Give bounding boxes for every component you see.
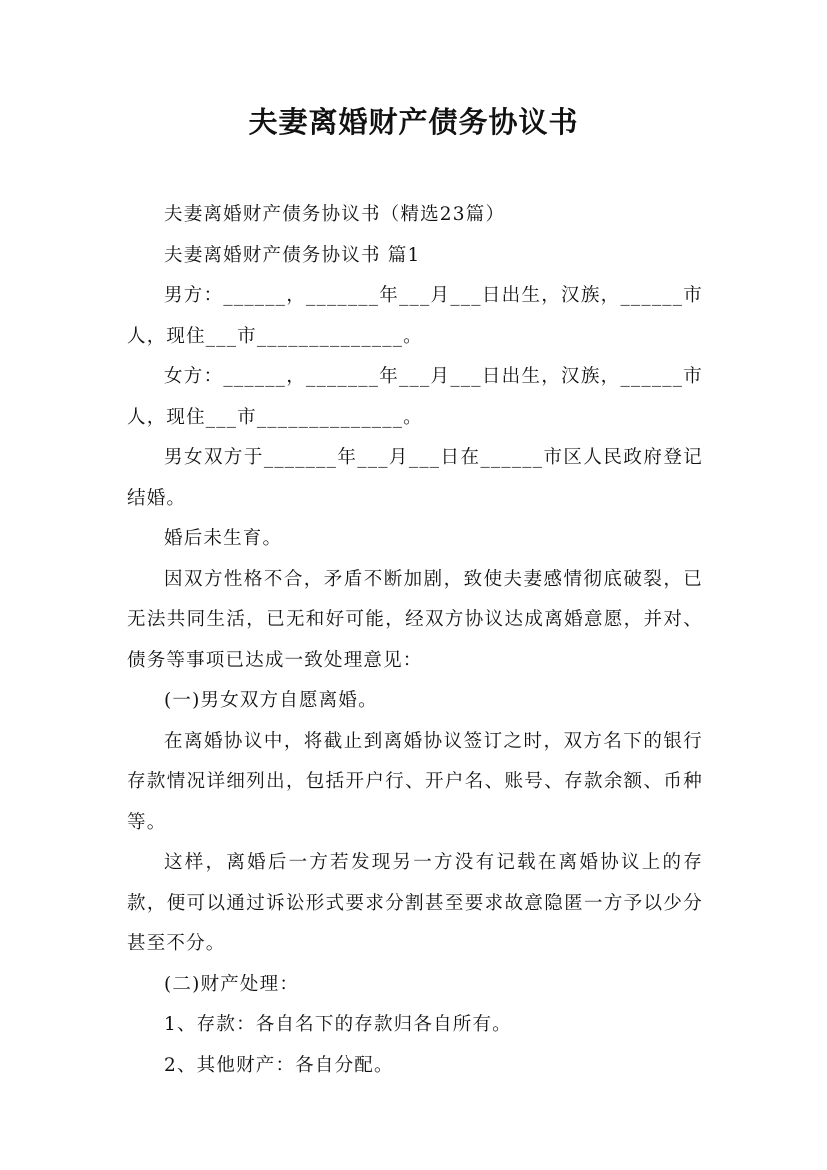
paragraph-wife-info: 女方：______，_______年___月___日出生，汉族，______市人，现住___市______________。 bbox=[127, 366, 703, 428]
paragraph-deposits-rule: 1、存款：各自名下的存款归各自所有。 bbox=[164, 1014, 512, 1035]
paragraph-marriage-registration: 男女双方于_______年___月___日在______市区人民政府登记结婚。 bbox=[127, 447, 703, 509]
paragraph-divorce-reason: 因双方性格不合，矛盾不断加剧，致使夫妻感情彻底破裂，已无法共同生活，已无和好可能，经双方协议达成离婚意愿，并对、债务等事项已达成一致处理意见： bbox=[127, 568, 703, 671]
paragraph-bank-deposits: 在离婚协议中，将截止到离婚协议签订之时，双方名下的银行存款情况详细列出，包括开户行、开户名、账号、存款余额、币种等。 bbox=[127, 730, 703, 833]
paragraph-section-heading: 夫妻离婚财产债务协议书 篇1 bbox=[164, 244, 421, 266]
document-title: 夫妻离婚财产债务协议书 bbox=[248, 105, 579, 139]
document-body bbox=[127, 195, 703, 1086]
paragraph-no-children: 婚后未生育。 bbox=[164, 528, 283, 549]
paragraph-husband-info: 男方：______，_______年___月___日出生，汉族，______市人，现住___市______________。 bbox=[127, 285, 703, 347]
paragraph-hidden-deposits: 这样，离婚后一方若发现另一方没有记载在离婚协议上的存款，便可以通过诉讼形式要求分割甚至要求故意隐匿一方予以少分甚至不分。 bbox=[127, 852, 703, 954]
paragraph-item-one: (一)男女双方自愿离婚。 bbox=[164, 690, 378, 711]
paragraph-subtitle: 夫妻离婚财产债务协议书（精选23篇） bbox=[164, 204, 506, 225]
paragraph-other-property: 2、其他财产：各自分配。 bbox=[164, 1054, 394, 1076]
paragraph-item-two: (二)财产处理： bbox=[164, 973, 300, 995]
